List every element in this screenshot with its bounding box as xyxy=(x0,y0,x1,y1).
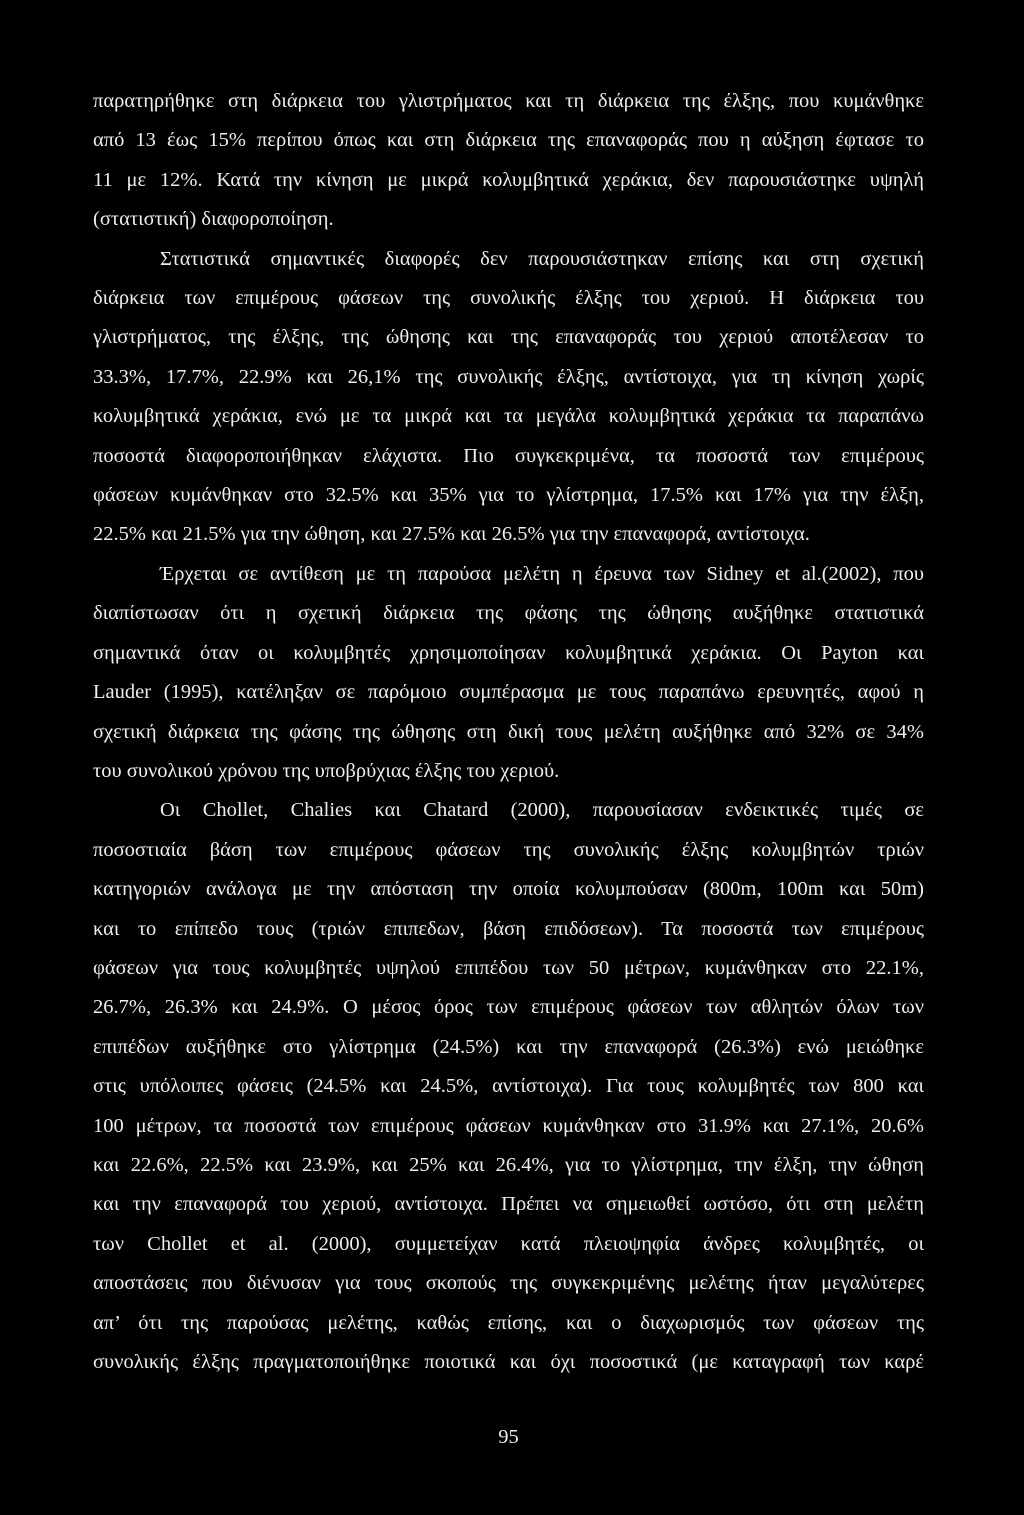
text-line: στις υπόλοιπες φάσεις (24.5% και 24.5%, αντίστοιχα). Για τους κολυμβητές των 800 και xyxy=(93,1075,924,1098)
text-line: 100 μέτρων, τα ποσοστά των επιμέρους φάσεων κυμάνθηκαν στο 31.9% και 27.1%, 20.6% xyxy=(93,1114,924,1137)
paragraph xyxy=(93,82,924,240)
text-line: κατηγοριών ανάλογα με την απόσταση την οποία κολυμπούσαν (800m, 100m και 50m) xyxy=(93,878,924,901)
text-line: σημαντικά όταν οι κολυμβητές χρησιμοποίησαν κολυμβητικά χεράκια. Οι Payton και xyxy=(93,641,924,664)
text-line: ποσοστιαία βάση των επιμέρους φάσεων της συνολικής έλξης κολυμβητών τριών xyxy=(93,838,924,861)
page-body xyxy=(93,82,924,1382)
text-line: διάρκεια των επιμέρους φάσεων της συνολικής έλξης του χεριού. Η διάρκεια του xyxy=(93,287,924,310)
text-line: Έρχεται σε αντίθεση με τη παρούσα μελέτη η έρευνα των Sidney et al.(2002), που xyxy=(160,562,924,585)
text-line: Οι Chollet, Chalies και Chatard (2000), παρουσίασαν ενδεικτικές τιμές σε xyxy=(160,799,924,822)
text-line: των Chollet et al. (2000), συμμετείχαν κατά πλειοψηφία άνδρες κολυμβητές, οι xyxy=(93,1232,924,1255)
text-line: 26.7%, 26.3% και 24.9%. Ο μέσος όρος των επιμέρους φάσεων των αθλητών όλων των xyxy=(93,996,924,1019)
text-line: επιπέδων αυξήθηκε στο γλίστρημα (24.5%) και την επαναφορά (26.3%) ενώ μειώθηκε xyxy=(93,1035,924,1058)
text-line: συνολικής έλξης πραγματοποιήθηκε ποιοτικά και όχι ποσοστικά (με καταγραφή των καρέ xyxy=(93,1351,924,1373)
text-line: 22.5% και 21.5% για την ώθηση, και 27.5% και 26.5% για την επαναφορά, αντίστοιχα. xyxy=(93,523,810,546)
text-line: γλιστρήματος, της έλξης, της ώθησης και της επαναφοράς του χεριού αποτέλεσαν το xyxy=(93,326,924,349)
text-line: από 13 έως 15% περίπου όπως και στη διάρκεια της επαναφοράς που η αύξηση έφτασε το xyxy=(93,129,924,152)
paragraph xyxy=(93,240,924,555)
text-line: φάσεων κυμάνθηκαν στο 32.5% και 35% για το γλίστρημα, 17.5% και 17% για την έλξη, xyxy=(93,484,924,507)
page-number: 95 xyxy=(498,1426,519,1448)
text-line: σχετική διάρκεια της φάσης της ώθησης στη δική τους μελέτη αυξήθηκε από 32% σε 34% xyxy=(93,720,924,743)
text-line: και την επαναφορά του χεριού, αντίστοιχα. Πρέπει να σημειωθεί ωστόσο, ότι στη μελέτη xyxy=(93,1193,924,1216)
text-line: Στατιστικά σημαντικές διαφορές δεν παρουσιάστηκαν επίσης και στη σχετική xyxy=(160,247,924,270)
text-line: 33.3%, 17.7%, 22.9% και 26,1% της συνολικής έλξης, αντίστοιχα, για τη κίνηση χωρίς xyxy=(93,365,924,388)
text-line: και 22.6%, 22.5% και 23.9%, και 25% και 26.4%, για το γλίστρημα, την έλξη, την ώθηση xyxy=(93,1153,924,1176)
text-line: απ’ ότι της παρούσας μελέτης, καθώς επίσης, και ο διαχωρισμός των φάσεων της xyxy=(93,1311,924,1334)
text-line: (στατιστική) διαφοροποίηση. xyxy=(93,208,334,231)
text-line: Lauder (1995), κατέληξαν σε παρόμοιο συμπέρασμα με τους παραπάνω ερευνητές, αφού η xyxy=(93,681,924,704)
paragraph xyxy=(93,555,924,791)
text-line: φάσεων για τους κολυμβητές υψηλού επιπέδου των 50 μέτρων, κυμάνθηκαν στο 22.1%, xyxy=(93,956,924,979)
text-line: 11 με 12%. Κατά την κίνηση με μικρά κολυμβητικά χεράκια, δεν παρουσιάστηκε υψηλή xyxy=(93,168,924,191)
text-line: ποσοστά διαφοροποιήθηκαν ελάχιστα. Πιο συγκεκριμένα, τα ποσοστά των επιμέρους xyxy=(93,444,924,467)
text-line: και το επίπεδο τους (τριών επιπεδων, βάση επιδόσεων). Τα ποσοστά των επιμέρους xyxy=(93,917,924,940)
text-line: παρατηρήθηκε στη διάρκεια του γλιστρήματος και τη διάρκεια της έλξης, που κυμάνθηκε xyxy=(93,90,924,112)
text-line: διαπίστωσαν ότι η σχετική διάρκεια της φάσης της ώθησης αυξήθηκε στατιστικά xyxy=(93,602,924,625)
text-line: κολυμβητικά χεράκια, ενώ με τα μικρά και τα μεγάλα κολυμβητικά χεράκια τα παραπάνω xyxy=(93,405,924,428)
paragraph xyxy=(93,791,924,1382)
text-line: αποστάσεις που διένυσαν για τους σκοπούς της συγκεκριμένης μελέτης ήταν μεγαλύτερες xyxy=(93,1272,924,1295)
text-line: του συνολικού χρόνου της υποβρύχιας έλξης του χεριού. xyxy=(93,759,560,782)
